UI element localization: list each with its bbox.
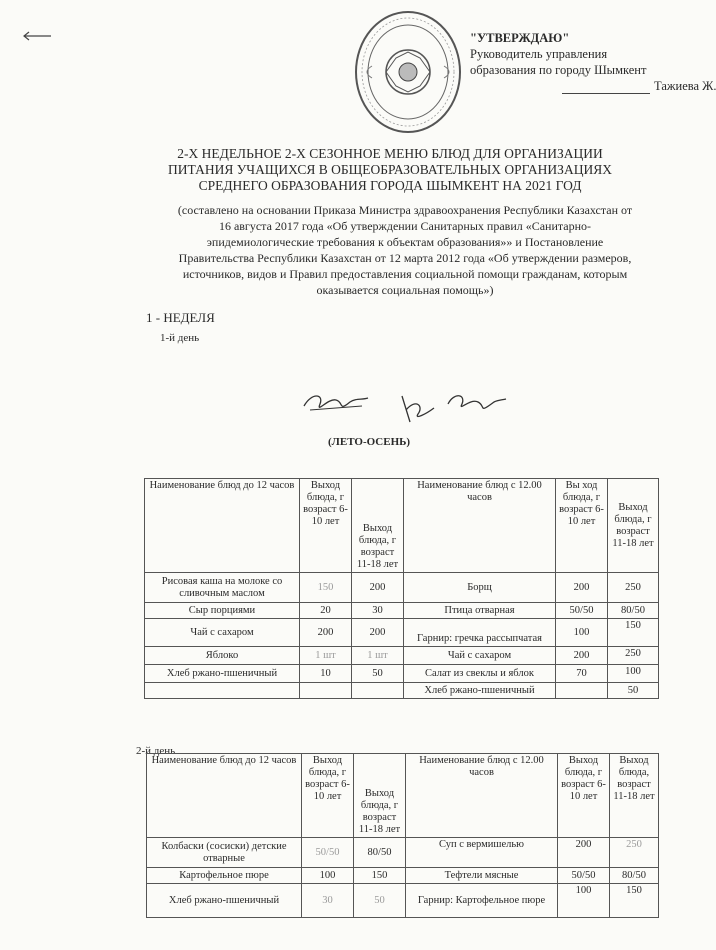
header-yield-6-10: Выход блюда, г возраст 6-10 лет: [300, 479, 352, 573]
yield2-11-18: 80/50: [610, 868, 659, 884]
yield-6-10: 20: [300, 603, 352, 619]
menu-table-day2: [146, 753, 659, 918]
yield2-11-18: 250: [610, 838, 659, 868]
yield-11-18: [352, 683, 404, 699]
table-row: [147, 868, 659, 884]
title-line: 2-Х НЕДЕЛЬНОЕ 2-Х СЕЗОННОЕ МЕНЮ БЛЮД ДЛЯ ОРГАНИЗАЦИИ: [177, 146, 603, 161]
yield2-6-10: 200: [556, 573, 608, 603]
document-title: [130, 146, 650, 194]
yield-11-18: 50: [352, 665, 404, 683]
dish-before12: Чай с сахаром: [145, 619, 300, 647]
dish-after12: Борщ: [404, 573, 556, 603]
dish-before12: [145, 683, 300, 699]
official-seal: [352, 8, 464, 136]
basis-line: (составлено на основании Приказа Министра здравоохранения Республики Казахстан от: [177, 203, 633, 217]
dish-after12: Хлеб ржано-пшеничный: [404, 683, 556, 699]
header-yield-11-18: Выход блюда, г возраст 11-18 лет: [352, 479, 404, 573]
yield2-11-18: 150: [608, 619, 659, 647]
yield2-6-10: [556, 683, 608, 699]
yield-6-10: 150: [300, 573, 352, 603]
approval-signature-line: [470, 78, 716, 94]
table-row: [145, 603, 659, 619]
header-yield-6-10: Выход блюда, г возраст 6-10 лет: [302, 754, 354, 838]
yield2-6-10: 200: [556, 647, 608, 665]
header-dish-before12: Наименование блюд до 12 часов: [147, 754, 302, 838]
yield2-11-18: 150: [610, 884, 659, 918]
dish-after12: Гарнир: гречка рассыпчатая: [404, 619, 556, 647]
yield2-6-10: 70: [556, 665, 608, 683]
signature-underline: [562, 93, 650, 94]
title-line: СРЕДНЕГО ОБРАЗОВАНИЯ ГОРОДА ШЫМКЕНТ НА 2021 ГОД: [198, 178, 582, 193]
table-row: [147, 838, 659, 868]
header-dish-before12: Наименование блюд до 12 часов: [145, 479, 300, 573]
table-row: [147, 884, 659, 918]
yield2-11-18: 250: [608, 647, 659, 665]
header-yield2-6-10: Вы ход блюда, г возраст 6-10 лет: [556, 479, 608, 573]
table-row: [145, 573, 659, 603]
arrow-mark: [22, 30, 52, 42]
approval-title: "УТВЕРЖДАЮ": [470, 31, 570, 45]
dish-after12: Салат из свеклы и яблок: [404, 665, 556, 683]
yield-11-18: 80/50: [354, 838, 406, 868]
yield-11-18: 150: [354, 868, 406, 884]
yield2-6-10: 100: [558, 884, 610, 918]
table-row: [145, 647, 659, 665]
header-dish-after12: Наименование блюд с 12.00 часов: [406, 754, 558, 838]
yield-11-18: 200: [352, 573, 404, 603]
dish-after12: Птица отварная: [404, 603, 556, 619]
yield-6-10: 10: [300, 665, 352, 683]
yield-6-10: 1 шт: [300, 647, 352, 665]
table-row: [145, 619, 659, 647]
dish-before12: Колбаски (сосиски) детские отварные: [147, 838, 302, 868]
dish-before12: Рисовая каша на молоке со сливочным маслом: [145, 573, 300, 603]
yield-6-10: 30: [302, 884, 354, 918]
yield2-6-10: 200: [558, 838, 610, 868]
season-label: (ЛЕТО-ОСЕНЬ): [328, 436, 411, 448]
yield-11-18: 200: [352, 619, 404, 647]
yield-11-18: 30: [352, 603, 404, 619]
yield2-6-10: 50/50: [556, 603, 608, 619]
day-label: 2-й день: [136, 745, 176, 757]
dish-after12: Гарнир: Картофельное пюре: [406, 884, 558, 918]
yield2-11-18: 80/50: [608, 603, 659, 619]
table-row: [145, 683, 659, 699]
yield2-11-18: 100: [608, 665, 659, 683]
approval-position-2: образования по городу Шымкент: [470, 63, 647, 77]
basis-line: 16 августа 2017 года «Об утверждении Санитарных правил «Санитарно-: [218, 219, 592, 233]
table-row: [145, 665, 659, 683]
dish-before12: Хлеб ржано-пшеничный: [145, 665, 300, 683]
header-yield2-11-18: Выход блюда, возраст 11-18 лет: [610, 754, 659, 838]
header-yield2-11-18: Выход блюда, г возраст 11-18 лет: [608, 479, 659, 573]
menu-table-day1: [144, 478, 659, 699]
approval-position-1: Руководитель управления: [470, 47, 608, 61]
approval-block: [470, 30, 716, 94]
signatures: [298, 384, 508, 426]
yield2-6-10: 50/50: [558, 868, 610, 884]
dish-after12: Суп с вермишелью: [406, 838, 558, 868]
yield2-11-18: 250: [608, 573, 659, 603]
basis-line: источников, видов и Правил предоставления социальной помощи гражданам, которым: [182, 267, 628, 281]
yield2-6-10: 100: [556, 619, 608, 647]
day-label: 1-й день: [160, 332, 200, 344]
header-yield-11-18: Выход блюда, г возраст 11-18 лет: [354, 754, 406, 838]
week-label: 1 - НЕДЕЛЯ: [146, 310, 215, 325]
header-yield2-6-10: Выход блюда, г возраст 6-10 лет: [558, 754, 610, 838]
yield-6-10: 50/50: [302, 838, 354, 868]
yield-6-10: 100: [302, 868, 354, 884]
dish-before12: Хлеб ржано-пшеничный: [147, 884, 302, 918]
yield2-11-18: 50: [608, 683, 659, 699]
dish-before12: Яблоко: [145, 647, 300, 665]
basis-line: Правительства Республики Казахстан от 12 марта 2012 года «Об утверждении размеров,: [178, 251, 632, 265]
approval-signatory: Тажиева Ж.: [654, 79, 716, 93]
yield-11-18: 1 шт: [352, 647, 404, 665]
dish-after12: Тефтели мясные: [406, 868, 558, 884]
dish-before12: Сыр порциями: [145, 603, 300, 619]
basis-line: оказывается социальная помощь»): [316, 283, 494, 297]
yield-6-10: [300, 683, 352, 699]
title-line: ПИТАНИЯ УЧАЩИХСЯ В ОБЩЕОБРАЗОВАТЕЛЬНЫХ ОРГАНИЗАЦИЯХ: [168, 162, 612, 177]
header-dish-after12: Наименование блюд с 12.00 часов: [404, 479, 556, 573]
yield-11-18: 50: [354, 884, 406, 918]
yield-6-10: 200: [300, 619, 352, 647]
legal-basis: [160, 202, 650, 298]
basis-line: эпидемиологические требования к объектам образования»» и Постановление: [206, 235, 604, 249]
dish-after12: Чай с сахаром: [404, 647, 556, 665]
dish-before12: Картофельное пюре: [147, 868, 302, 884]
